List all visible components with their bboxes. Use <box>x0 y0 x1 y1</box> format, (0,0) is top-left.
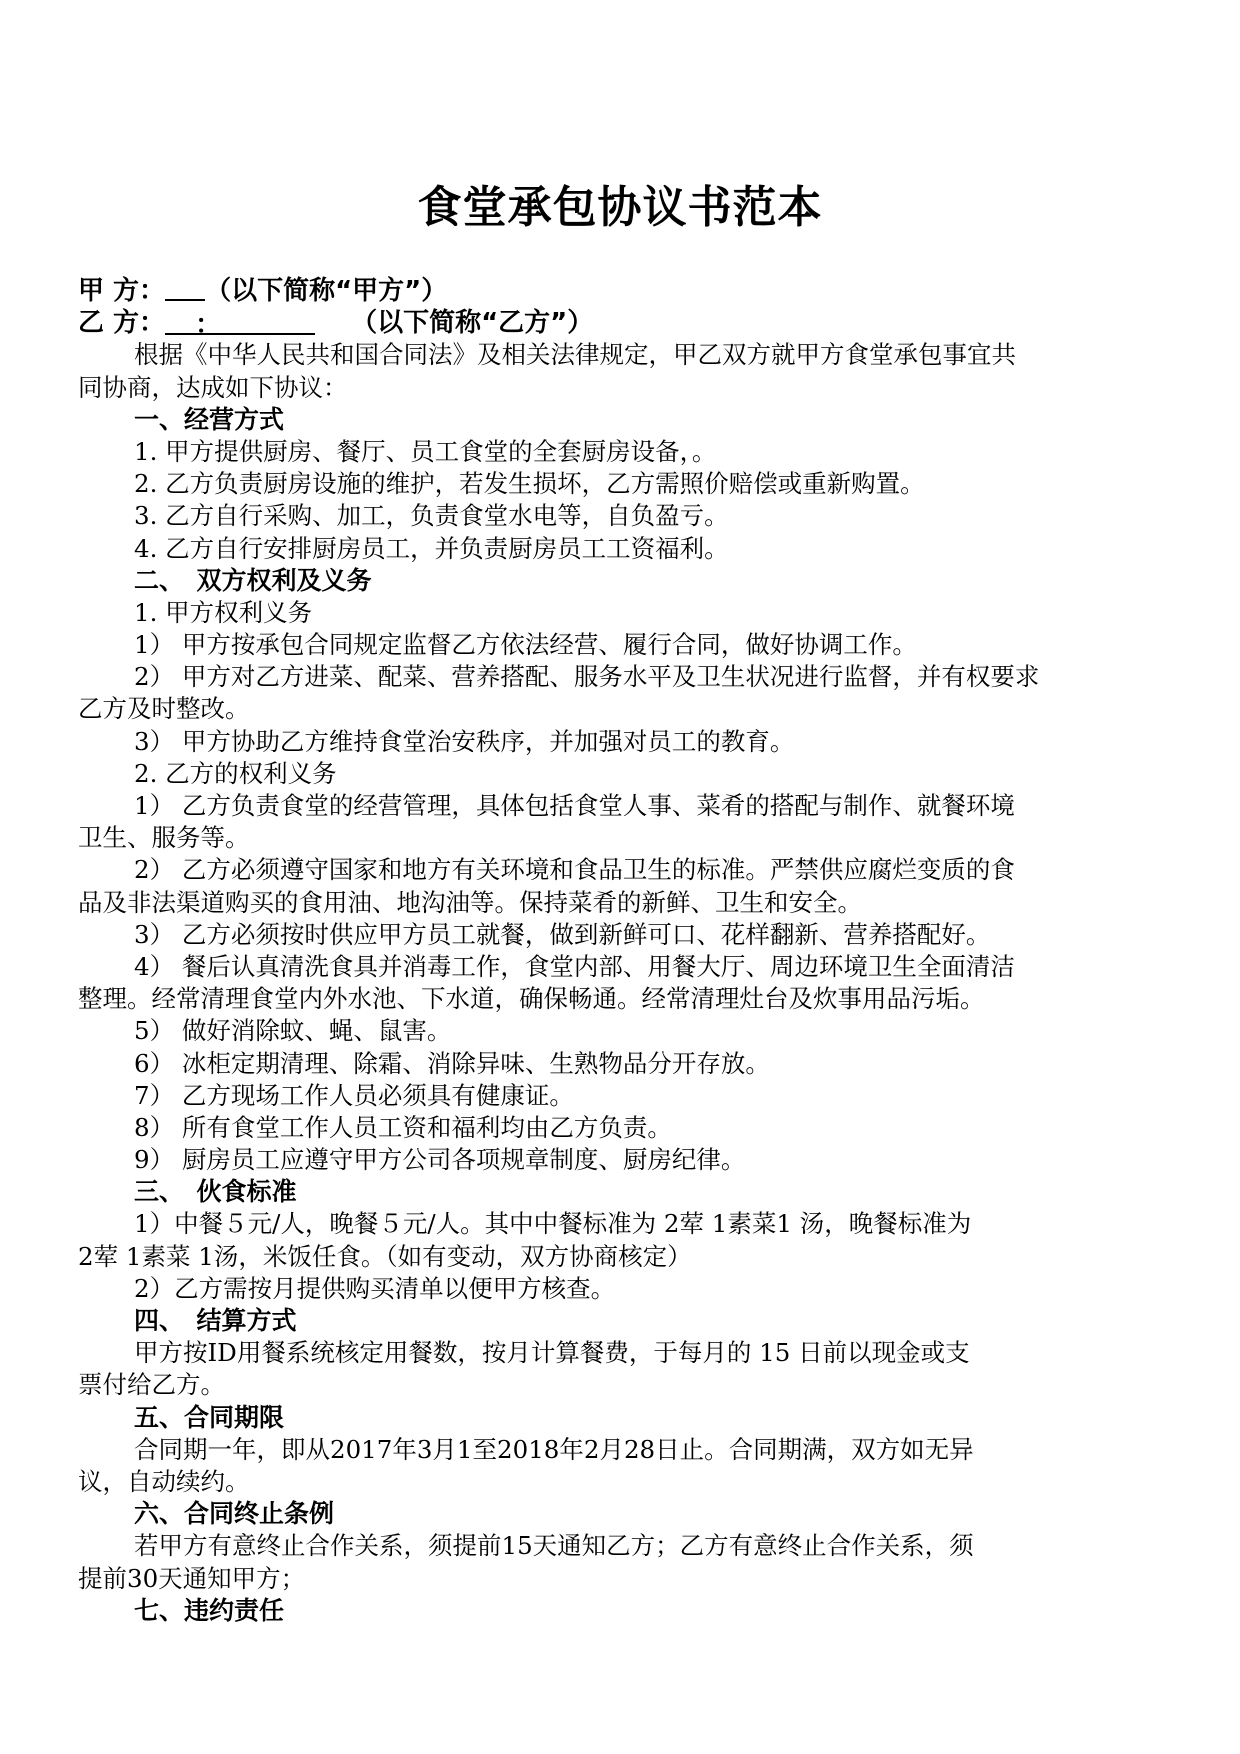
party-b-label: 乙 方： <box>78 308 166 339</box>
section-4-heading: 四、 结算方式 <box>134 1306 297 1335</box>
settlement-line-2: 票付给乙方。 <box>78 1370 225 1400</box>
term-line-1: 合同期一年，即从2017年3月1至2018年2月28日止。合同期满，双方如无异 <box>134 1434 974 1464</box>
section-2-sub-1: 1. 甲方权利义务 <box>134 597 313 627</box>
clause-b8: 8） 所有食堂工作人员工资和福利均由乙方负责。 <box>134 1112 672 1142</box>
section-1-item: 2. 乙方负责厨房设施的维护，若发生损坏，乙方需照价赔偿或重新购置。 <box>134 469 925 499</box>
party-a-suffix: （以下简称“甲方”） <box>205 276 448 306</box>
termination-line-2: 提前30天通知甲方； <box>78 1563 306 1593</box>
section-1-item: 1. 甲方提供厨房、餐厅、员工食堂的全套厨房设备，。 <box>134 436 717 466</box>
section-3-heading: 三、 伙食标准 <box>134 1177 297 1207</box>
party-a-blank <box>165 275 205 301</box>
clause-a1: 1） 甲方按承包合同规定监督乙方依法经营、履行合同，做好协调工作。 <box>134 630 917 660</box>
clause-b9: 9） 厨房员工应遵守甲方公司各项规章制度、厨房纪律。 <box>134 1145 746 1175</box>
clause-a3: 3） 甲方协助乙方维持食堂治安秩序，并加强对员工的教育。 <box>134 726 795 756</box>
clause-b1-line-2: 卫生、服务等。 <box>78 823 250 853</box>
meal-standard-line-1: 1）中餐５元/人，晚餐５元/人。其中中餐标准为 2荤 1素菜1 汤，晚餐标准为 <box>134 1209 972 1239</box>
clause-b2-line-2: 品及非法渠道购买的食用油、地沟油等。保持菜肴的新鲜、卫生和安全。 <box>78 887 862 917</box>
intro-line-1: 根据《中华人民共和国合同法》及相关法律规定，甲乙双方就甲方食堂承包事宜共 <box>134 340 1016 370</box>
party-b-colon: ： <box>195 310 222 341</box>
intro-line-2: 同协商，达成如下协议： <box>78 372 348 402</box>
settlement-line-1: 甲方按ID用餐系统核定用餐数，按月计算餐费，于每月的 15 日前以现金或支 <box>134 1338 970 1368</box>
clause-b7: 7） 乙方现场工作人员必须具有健康证。 <box>134 1080 574 1110</box>
section-5-heading: 五、合同期限 <box>134 1402 285 1432</box>
section-1-item: 4. 乙方自行安排厨房员工，并负责厨房员工工资福利。 <box>134 533 729 563</box>
section-6-heading: 六、合同终止条例 <box>134 1499 335 1529</box>
party-a-line <box>78 275 1168 307</box>
clause-b1-line-1: 1） 乙方负责食堂的经营管理，具体包括食堂人事、菜肴的搭配与制作、就餐环境 <box>134 791 1015 820</box>
party-b-blank <box>165 309 315 341</box>
clause-b3: 3） 乙方必须按时供应甲方员工就餐，做到新鲜可口、花样翻新、营养搭配好。 <box>134 919 991 949</box>
document-body <box>78 275 1168 1627</box>
section-1-heading: 一、经营方式 <box>134 404 285 434</box>
term-line-2: 议，自动续约。 <box>78 1466 250 1496</box>
party-b-suffix: （以下简称“乙方”） <box>351 308 594 339</box>
clause-a2-line-1: 2） 甲方对乙方进菜、配菜、营养搭配、服务水平及卫生状况进行监督，并有权要求 <box>134 662 1040 692</box>
clause-a2-line-2: 乙方及时整改。 <box>78 694 250 724</box>
party-a-label: 甲 方： <box>78 276 166 306</box>
party-b-line <box>78 307 1168 339</box>
section-2-heading: 二、 双方权利及义务 <box>134 565 372 595</box>
document-title: 食堂承包协议书范本 <box>417 182 823 233</box>
section-7-heading: 七、违约责任 <box>134 1595 285 1625</box>
termination-line-1: 若甲方有意终止合作关系，须提前15天通知乙方；乙方有意终止合作关系，须 <box>134 1531 974 1561</box>
clause-b2-line-1: 2） 乙方必须遵守国家和地方有关环境和食品卫生的标准。严禁供应腐烂变质的食 <box>134 855 1015 885</box>
clause-b5: 5） 做好消除蚊、蝇、鼠害。 <box>134 1016 452 1046</box>
section-2-sub-2: 2. 乙方的权利义务 <box>134 758 337 788</box>
meal-standard-line-3: 2）乙方需按月提供购买清单以便甲方核查。 <box>134 1273 616 1303</box>
meal-standard-line-2: 2荤 1素菜 1汤，米饭任食。（如有变动，双方协商核定） <box>78 1241 692 1271</box>
clause-b4-line-1: 4） 餐后认真清洗食具并消毒工作，食堂内部、用餐大厅、周边环境卫生全面清洁 <box>134 951 1015 981</box>
clause-b6: 6） 冰柜定期清理、除霜、消除异味、生熟物品分开存放。 <box>134 1048 770 1078</box>
section-1-item: 3. 乙方自行采购、加工，负责食堂水电等，自负盈亏。 <box>134 501 729 531</box>
clause-b4-line-2: 整理。经常清理食堂内外水池、下水道，确保畅通。经常清理灶台及炊事用品污垢。 <box>78 984 985 1014</box>
